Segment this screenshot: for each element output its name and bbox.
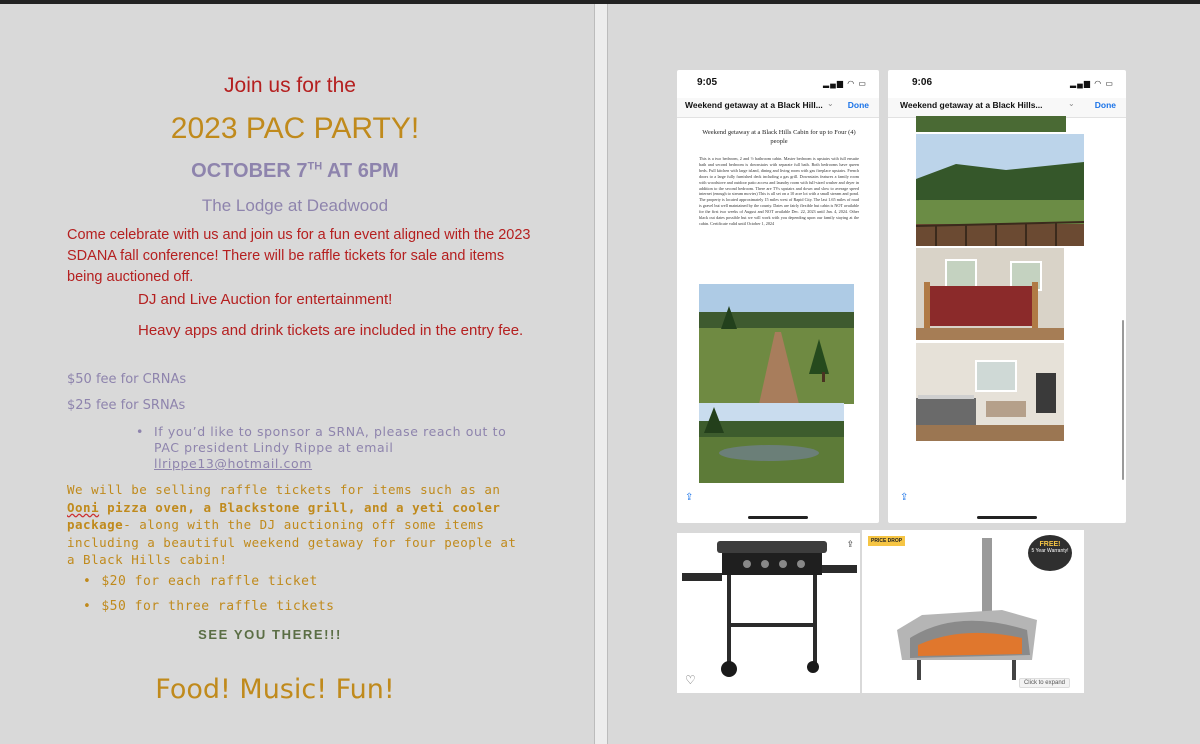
join-heading: Join us for the <box>224 74 356 97</box>
done-button[interactable]: Done <box>847 100 869 110</box>
status-icons: ▂▄▆ ◠ ▭ <box>823 79 867 88</box>
click-to-expand-button[interactable]: Click to expand <box>1019 678 1070 688</box>
home-indicator <box>977 516 1037 519</box>
phone-screenshot-1 <box>677 70 879 523</box>
heart-icon[interactable]: ♡ <box>685 673 696 687</box>
doc-title-bar: Weekend getaway at a Black Hills... <box>900 100 1043 110</box>
status-time: 9:06 <box>912 77 933 88</box>
party-title: 2023 PAC PARTY! <box>170 112 420 145</box>
pizza-oven-product-image <box>862 530 1084 693</box>
cabin-road-photo <box>699 284 854 404</box>
intro-paragraph: Come celebrate with us and join us for a fun event aligned with the 2023 SDANA fall conference! There will be raffle tickets for sale and items being auctioned off. <box>67 227 531 285</box>
sponsor-email-link[interactable]: llrippe13@hotmail.com <box>154 456 313 471</box>
apps-line: Heavy apps and drink tickets are included in the entry fee. <box>138 322 524 339</box>
scrollbar[interactable] <box>1122 320 1124 480</box>
price-text: $20 for each raffle ticket <box>101 574 318 589</box>
bullet: • <box>136 424 144 439</box>
raffle-items: pizza oven, a Blackstone grill, and a yeti cooler package <box>67 499 501 532</box>
status-time: 9:05 <box>697 77 718 88</box>
deck-view-photo <box>916 134 1084 246</box>
share-icon[interactable]: ⇪ <box>685 492 694 503</box>
raffle-pre: We will be selling raffle tickets for items such as an <box>67 482 501 497</box>
food-music-fun: Food! Music! Fun! <box>155 674 395 705</box>
price-item-1 <box>83 574 318 589</box>
home-indicator <box>748 516 808 519</box>
forest-strip-photo <box>916 116 1066 132</box>
share-icon[interactable]: ⇪ <box>900 492 909 503</box>
doc-body: This is a two bedroom, 2 and ½ bathroom cabin. Master bedroom is upstairs with full ensuite bath and second bedroom is downstairs with separate full bath. Both bedrooms have queen beds. Full kitchen with large island, dining and living room with gas fireplace upstairs. French doors to a large fully furnished deck including a gas grill. Downstairs features a family room with woodstove and outdoor patio access and laundry room with full-sized washer and dryer in addition to the second bedroom. There are TVs upstairs and down and slow to average speed internet (enough to stream movies) This is all set on a 10 acre lot with a small stream and pond. The property is located approximately 15 miles west of Rapid City. The last 1.65 miles of road is gravel but well maintained by the county. Dates are fairly flexible but cabin is NOT available for the first two weeks of August and NOT available Dec. 22, 2023 until Jan. 4, 2024. Other black out dates possible but we will work with you depending upon our family staying at the cabin. Certificate valid until October 1, 2024 <box>699 156 860 226</box>
bullet: • <box>83 574 92 589</box>
sponsor-text: If you’d like to sponsor a SRNA, please reach out to PAC president Lindy Rippe at email <box>154 424 507 455</box>
status-icons: ▂▄▆ ◠ ▭ <box>1070 79 1114 88</box>
price-text: $50 for three raffle tickets <box>101 599 335 614</box>
price-item-2 <box>83 599 334 614</box>
raffle-ooni: Ooni <box>67 499 100 515</box>
bullet: • <box>83 599 92 614</box>
fee-crna: $50 fee for CRNAs <box>67 372 187 387</box>
badge-text: 5 Year Warranty! <box>1031 548 1069 554</box>
living-room-photo <box>916 343 1064 441</box>
dj-line: DJ and Live Auction for entertainment! <box>138 291 393 308</box>
doc-nav-bar <box>888 98 1126 118</box>
raffle-paragraph <box>67 481 517 569</box>
grill-product-image <box>677 533 860 693</box>
date-suffix: TH <box>307 160 323 173</box>
chevron-down-icon[interactable]: ⌄ <box>1068 99 1075 108</box>
pond-photo <box>699 403 844 483</box>
doc-heading: Weekend getaway at a Black Hills Cabin for up to Four (4) people <box>702 129 856 145</box>
warranty-badge <box>1028 535 1072 571</box>
chevron-down-icon[interactable]: ⌄ <box>827 99 834 108</box>
done-button[interactable]: Done <box>1094 100 1116 110</box>
sponsor-note <box>138 424 528 472</box>
venue: The Lodge at Deadwood <box>201 196 389 215</box>
bedroom-photo <box>916 248 1064 340</box>
doc-title-bar: Weekend getaway at a Black Hill... <box>685 100 823 110</box>
share-icon[interactable]: ⇪ <box>846 539 854 549</box>
date-time: AT 6PM <box>322 160 399 182</box>
fee-srna: $25 fee for SRNAs <box>67 398 186 413</box>
phone-screenshot-2 <box>888 70 1126 523</box>
badge-free: FREE! <box>1039 541 1061 548</box>
event-date <box>120 160 470 183</box>
raffle-post: - along with the DJ auctioning off some items including a beautiful weekend getaway for four people at a Black Hills cabin! <box>67 517 517 567</box>
grill-illustration <box>677 533 860 693</box>
date-main: OCTOBER 7 <box>191 160 308 182</box>
doc-nav-bar <box>677 98 879 118</box>
price-drop-badge: PRICE DROP <box>868 536 905 546</box>
see-you-there: SEE YOU THERE!!! <box>198 627 342 642</box>
page-gutter <box>594 4 608 744</box>
